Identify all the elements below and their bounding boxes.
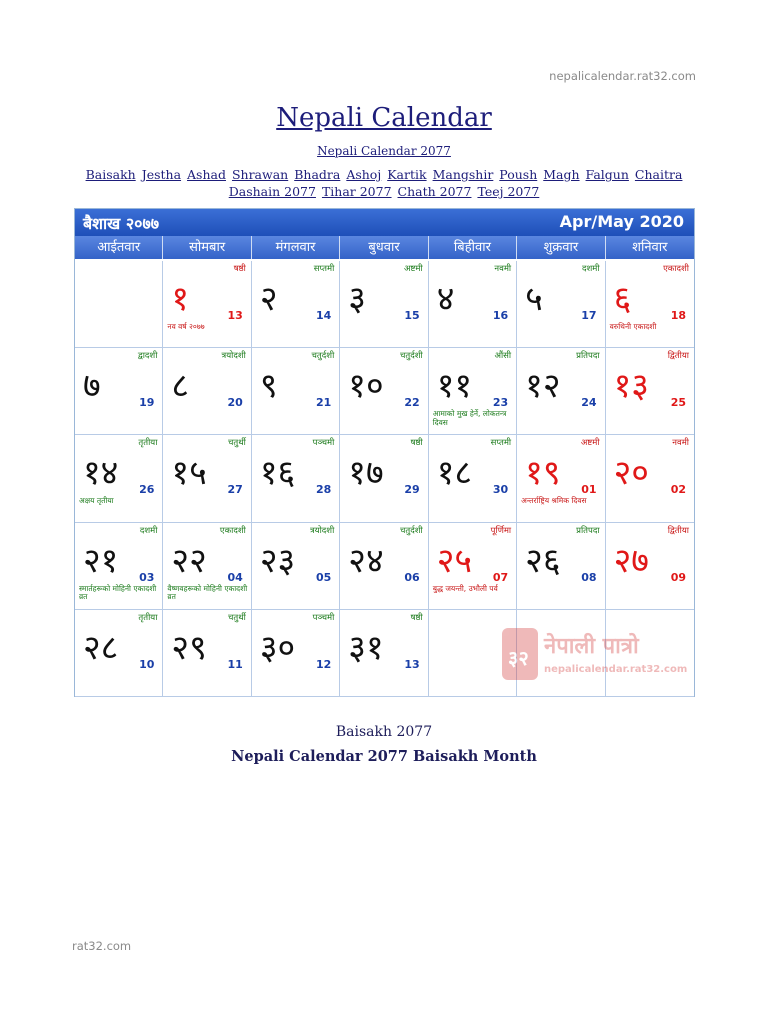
day-cell[interactable]	[163, 348, 251, 435]
subtitle-link[interactable]: Nepali Calendar 2077	[317, 144, 451, 158]
english-date: 16	[492, 309, 509, 322]
day-cell[interactable]	[340, 523, 428, 610]
month-link[interactable]: Mangshir	[432, 167, 494, 182]
page-title[interactable]: Nepali Calendar	[276, 103, 492, 133]
tithi-label: सप्तमी	[313, 264, 335, 274]
tithi-label: चतुर्दशी	[399, 351, 423, 362]
english-date: 29	[404, 483, 420, 497]
nepali-date: ३०	[259, 627, 296, 668]
tithi-label: पञ्चमी	[312, 438, 335, 449]
tithi-label: तृतीया	[138, 612, 158, 623]
nepali-date: ९	[259, 366, 278, 407]
english-date: 05	[315, 570, 332, 584]
english-date: 10	[139, 657, 155, 671]
english-date: 13	[227, 309, 243, 322]
nepali-date: १२	[525, 366, 561, 407]
day-cell[interactable]	[606, 261, 694, 348]
tithi-label: चतुर्दशी	[311, 351, 335, 362]
nepali-date: २९	[171, 627, 207, 668]
tithi-label: द्वितीया	[667, 351, 689, 362]
english-date: 06	[404, 570, 420, 584]
tithi-label: द्वादशी	[137, 351, 158, 362]
day-cell[interactable]	[606, 523, 694, 610]
tithi-label: सप्तमी	[490, 438, 512, 449]
festival-link[interactable]: Chath 2077	[397, 184, 472, 199]
tithi-label: चतुर्थी	[227, 612, 246, 623]
tithi-label: षष्ठी	[233, 264, 246, 274]
nepali-date: २१	[83, 540, 119, 581]
nepali-date: २	[259, 279, 278, 319]
english-date: 02	[670, 483, 686, 497]
day-cell[interactable]	[517, 261, 605, 348]
english-date: 25	[670, 396, 686, 410]
nepali-date: २४	[348, 540, 384, 581]
month-link[interactable]: Kartik	[387, 167, 427, 182]
day-cell[interactable]	[517, 435, 605, 522]
tithi-label: एकादशी	[663, 264, 689, 274]
nepali-date: १४	[83, 453, 119, 494]
nepali-date: २५	[436, 540, 473, 581]
logo-text: ३२	[508, 646, 529, 670]
nepali-date: २६	[525, 540, 561, 581]
english-date: 18	[670, 309, 686, 322]
day-cell[interactable]	[75, 348, 163, 435]
watermark-logo	[432, 622, 692, 688]
tithi-label: नवमी	[672, 438, 689, 449]
tithi-label: द्वितीया	[667, 525, 689, 536]
day-cell[interactable]	[75, 523, 163, 610]
tithi-label: पञ्चमी	[312, 612, 335, 623]
caption-description: Nepali Calendar 2077 Baisakh Month	[231, 748, 537, 765]
nepali-date: १६	[259, 453, 296, 494]
tithi-label: चतुर्दशी	[399, 525, 423, 536]
month-link[interactable]: Falgun	[585, 167, 629, 182]
nepali-date: १८	[436, 453, 473, 494]
day-cell[interactable]	[606, 435, 694, 522]
english-date: 12	[315, 657, 332, 671]
nepali-date: ६	[613, 279, 632, 319]
english-date: 23	[492, 396, 509, 410]
nepali-date: ३१	[348, 627, 384, 668]
weekday-label: शुक्रवार	[517, 236, 605, 259]
tithi-label: चतुर्थी	[227, 438, 246, 449]
weekday-label: सोमबार	[163, 236, 251, 259]
event-label: नव वर्ष २०७७	[167, 322, 205, 331]
english-date: 09	[670, 570, 686, 584]
nepali-date: ४	[436, 279, 455, 319]
nepali-date: १७	[348, 453, 384, 494]
english-date: 08	[581, 570, 597, 584]
nepali-date: ३	[348, 279, 366, 319]
tithi-label: एकादशी	[219, 525, 246, 536]
nepali-date: ८	[171, 366, 190, 407]
day-cell[interactable]	[606, 348, 694, 435]
empty-cell	[75, 261, 163, 348]
tithi-label: त्रयोदशी	[221, 351, 246, 362]
english-date: 22	[404, 396, 420, 410]
day-cell[interactable]	[429, 261, 517, 348]
nepali-date: २७	[613, 540, 649, 581]
tithi-label: पूर्णिमा	[490, 525, 512, 536]
festival-links	[0, 184, 768, 199]
day-cell[interactable]	[75, 435, 163, 522]
month-link[interactable]: Poush	[499, 167, 538, 182]
month-link[interactable]: Ashoj	[346, 167, 382, 182]
tithi-label: तृतीया	[138, 438, 158, 449]
event-label: आमाको मुख हेर्ने, लोकतन्त्र दिवस	[432, 409, 507, 427]
tithi-label: दशमी	[139, 525, 158, 536]
english-date: 04	[227, 570, 243, 584]
english-date: 27	[227, 483, 243, 497]
nepali-date: १५	[171, 453, 207, 494]
month-link[interactable]: Chaitra	[634, 167, 683, 182]
day-cell[interactable]	[340, 435, 428, 522]
day-cell[interactable]	[163, 261, 251, 348]
tithi-label: षष्ठी	[410, 438, 423, 449]
nepali-date: १९	[525, 453, 561, 494]
nepali-date: ७	[83, 366, 101, 407]
english-date: 13	[404, 657, 420, 671]
english-date: 20	[227, 396, 243, 410]
event-label: बुद्ध जयन्ती, उभौली पर्व	[432, 583, 498, 593]
english-date: 15	[404, 309, 420, 322]
day-cell[interactable]	[429, 435, 517, 522]
event-label: वरुथिनी एकादशी	[609, 322, 657, 331]
nepali-date: २२	[171, 540, 207, 581]
day-cell[interactable]	[252, 348, 340, 435]
calendar-header	[75, 209, 694, 236]
english-date: 26	[139, 483, 155, 497]
day-cell[interactable]	[252, 261, 340, 348]
day-cell[interactable]	[163, 523, 251, 610]
weekday-label: बिहीवार	[429, 236, 517, 259]
logo-url: nepalicalendar.rat32.com	[544, 664, 688, 675]
day-cell[interactable]	[163, 435, 251, 522]
event-label: अक्षय तृतीया	[79, 496, 114, 506]
day-cell[interactable]	[252, 523, 340, 610]
day-cell[interactable]	[340, 348, 428, 435]
tithi-label: दशमी	[581, 264, 600, 274]
tithi-label: षष्ठी	[410, 612, 423, 623]
event-label: स्मार्तहरूको मोहिनी एकादशी व्रत	[79, 583, 157, 602]
day-cell[interactable]	[252, 610, 340, 697]
logo-title: नेपाली पात्रो	[544, 634, 639, 659]
tithi-label: प्रतिपदा	[576, 351, 600, 362]
day-cell[interactable]	[163, 610, 251, 697]
weekday-label: शनिवार	[606, 236, 694, 259]
month-link[interactable]: Shrawan	[231, 167, 289, 182]
english-month-year: Apr/May 2020	[559, 212, 684, 231]
festival-link[interactable]: Dashain 2077	[228, 184, 316, 199]
english-date: 19	[139, 396, 155, 410]
day-cell[interactable]	[517, 348, 605, 435]
month-links	[0, 167, 768, 182]
tithi-label: औंसी	[494, 351, 512, 362]
english-date: 01	[581, 483, 597, 497]
weekday-label: आईतवार	[75, 236, 163, 259]
site-domain-bottom: rat32.com	[72, 939, 132, 953]
nepali-date: ५	[525, 279, 543, 319]
nepali-date: १	[171, 279, 190, 319]
nepali-date: १०	[348, 366, 384, 407]
month-link[interactable]: Ashad	[187, 167, 226, 182]
tithi-label: अष्टमी	[403, 264, 423, 274]
english-date: 30	[492, 483, 509, 497]
day-cell[interactable]	[517, 523, 605, 610]
nepali-date: २३	[259, 540, 296, 581]
day-cell[interactable]	[75, 610, 163, 697]
event-label: वैष्णवहरूको मोहिनी एकादशी व्रत	[167, 583, 248, 602]
english-date: 21	[315, 396, 332, 410]
english-date: 11	[227, 657, 243, 671]
english-date: 28	[315, 483, 332, 497]
english-date: 17	[581, 309, 597, 322]
day-cell[interactable]	[429, 523, 517, 610]
month-link[interactable]: Baisakh	[85, 167, 136, 182]
day-cell[interactable]	[429, 348, 517, 435]
nepali-date: ११	[436, 366, 473, 407]
day-cell[interactable]	[340, 261, 428, 348]
festival-link[interactable]: Tihar 2077	[321, 184, 392, 199]
english-date: 03	[139, 570, 155, 584]
tithi-label: त्रयोदशी	[309, 525, 335, 536]
weekday-label: बुधवार	[340, 236, 428, 259]
site-domain-top: nepalicalendar.rat32.com	[549, 69, 696, 83]
month-link[interactable]: Magh	[543, 167, 580, 182]
festival-link[interactable]: Teej 2077	[477, 184, 540, 199]
nepali-date: १३	[613, 366, 649, 407]
nepali-month-year: बैशाख २०७७	[83, 214, 160, 233]
event-label: अन्तर्राष्ट्रिय श्रमिक दिवस	[521, 496, 587, 506]
nepali-date: २८	[83, 627, 119, 668]
tithi-label: अष्टमी	[580, 438, 600, 449]
month-link[interactable]: Jestha	[141, 167, 182, 182]
month-link[interactable]: Bhadra	[294, 167, 341, 182]
caption-month: Baisakh 2077	[335, 724, 433, 740]
english-date: 07	[492, 570, 509, 584]
day-cell[interactable]	[252, 435, 340, 522]
english-date: 14	[315, 309, 332, 322]
tithi-label: प्रतिपदा	[576, 525, 600, 536]
weekday-row	[75, 236, 694, 259]
day-cell[interactable]	[340, 610, 428, 697]
nepali-date: २०	[613, 453, 649, 494]
tithi-label: नवमी	[494, 264, 512, 274]
english-date: 24	[581, 396, 597, 410]
weekday-label: मंगलवार	[252, 236, 340, 259]
